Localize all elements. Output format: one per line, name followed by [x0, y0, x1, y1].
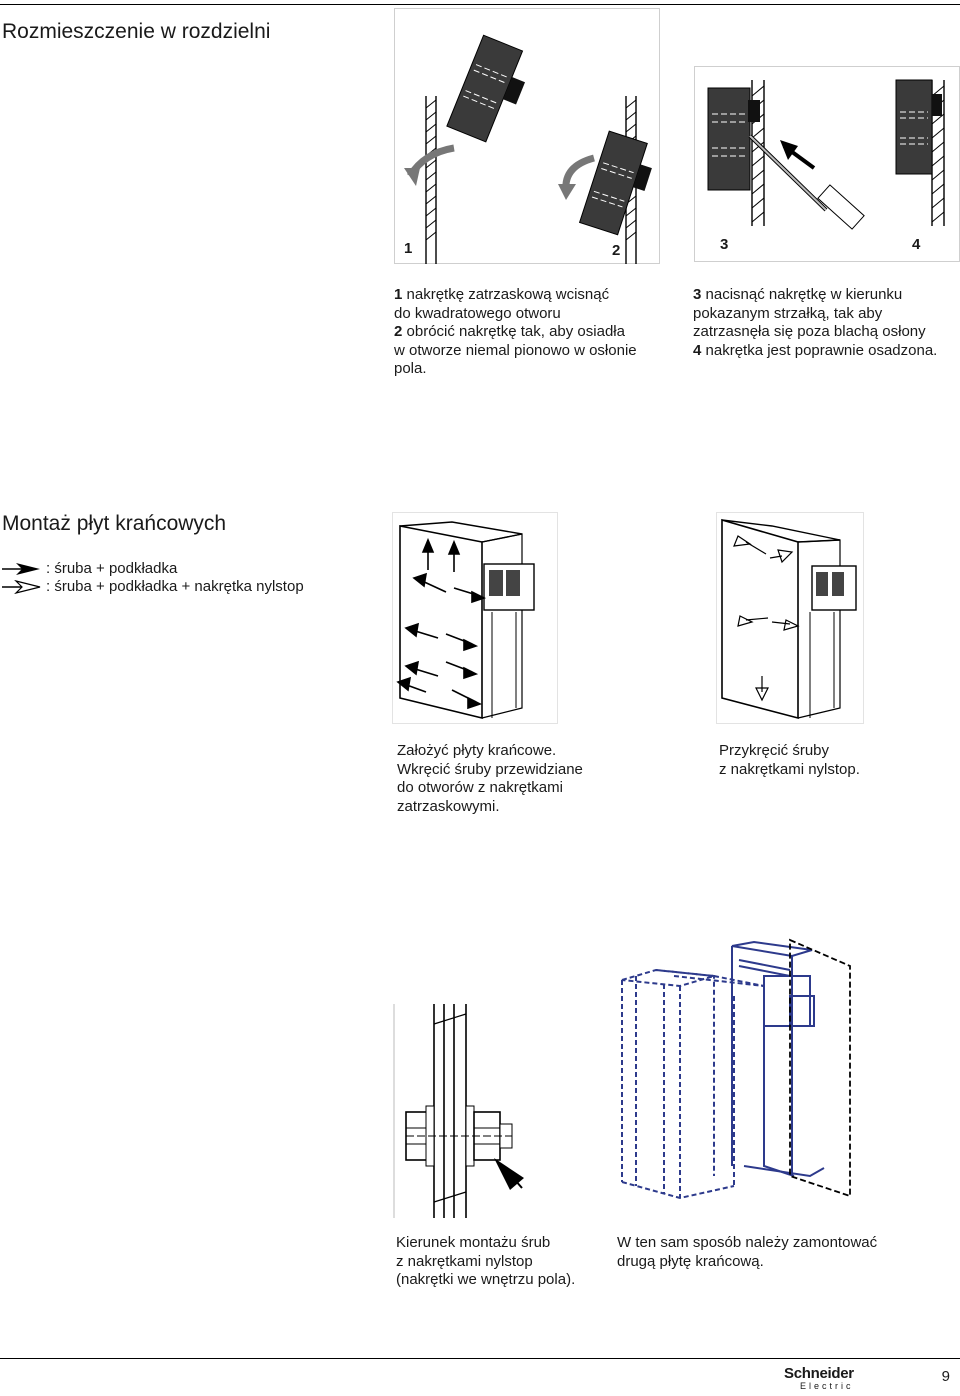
- caption-line: zatrzaskowymi.: [397, 797, 500, 815]
- step-number-4: 4: [912, 236, 921, 253]
- section-title-placement: Rozmieszczenie w rozdzielni: [2, 20, 271, 43]
- section-title-end-plates: Montaż płyt krańcowych: [2, 512, 227, 535]
- legend-row-screw-washer: [2, 560, 177, 578]
- figure-mounting-steps-3-4: [694, 66, 960, 262]
- caption-bolt-direction: [396, 1234, 611, 1290]
- figure-end-plate-mounting: [392, 512, 558, 724]
- caption-end-plates-install: [397, 742, 657, 816]
- logo-sub: Electric: [800, 1381, 854, 1391]
- caption-line: do otworów z nakrętkami: [397, 779, 563, 796]
- figure-mounting-steps-1-2: [394, 8, 660, 264]
- caption-line: W ten sam sposób należy zamontować: [617, 1234, 878, 1251]
- caption-line: w otworze niemal pionowo w osłonie: [394, 341, 637, 359]
- caption-line: do kwadratowego otworu: [394, 304, 561, 322]
- caption-line: z nakrętkami nylstop.: [719, 760, 860, 778]
- caption-line: pokazanym strzałką, tak aby: [693, 304, 883, 322]
- caption-end-plates-nylstop: [719, 742, 949, 779]
- caption-steps-3-4: [693, 286, 958, 360]
- caption-line: 2 obrócić nakrętkę tak, aby osiadła: [394, 323, 625, 340]
- page-number: 9: [941, 1368, 950, 1385]
- top-rule: [0, 4, 960, 5]
- caption-second-plate: [617, 1234, 957, 1271]
- caption-line: 3 nacisnąć nakrętkę w kierunku: [693, 286, 903, 303]
- step-number-2: 2: [612, 242, 621, 259]
- legend-label: : śruba + podkładka: [46, 560, 178, 577]
- caption-line: drugą płytę krańcową.: [617, 1252, 764, 1270]
- caption-line: z nakrętkami nylstop: [396, 1252, 533, 1270]
- caption-line: 4 nakrętka jest poprawnie osadzona.: [693, 341, 938, 359]
- caption-steps-1-2: [394, 286, 674, 379]
- schneider-logo: [784, 1366, 866, 1392]
- legend-label: : śruba + podkładka + nakrętka nylstop: [46, 578, 304, 595]
- figure-end-plate-nylstop: [716, 512, 864, 724]
- step-number-1: 1: [404, 240, 413, 257]
- caption-line: pola.: [394, 360, 427, 377]
- footer-rule: [0, 1358, 960, 1359]
- caption-line: Przykręcić śruby: [719, 742, 830, 759]
- caption-line: (nakrętki we wnętrzu pola).: [396, 1271, 576, 1288]
- caption-line: zatrzasnęła się poza blachą osłony: [693, 323, 926, 340]
- filled-arrow-icon: [2, 562, 42, 576]
- outline-arrow-icon: [2, 580, 42, 594]
- caption-line: Kierunek montażu śrub: [396, 1234, 551, 1251]
- caption-line: 1 nakrętkę zatrzaskową wcisnąć: [394, 286, 610, 303]
- figure-second-end-plate: [614, 936, 858, 1218]
- logo-brand: Schneider: [784, 1365, 854, 1382]
- caption-line: Wkręcić śruby przewidziane: [397, 760, 583, 778]
- legend-row-screw-washer-nut: [2, 578, 304, 596]
- caption-line: Założyć płyty krańcowe.: [397, 742, 557, 759]
- figure-bolt-direction: [392, 1004, 544, 1218]
- step-number-3: 3: [720, 236, 729, 253]
